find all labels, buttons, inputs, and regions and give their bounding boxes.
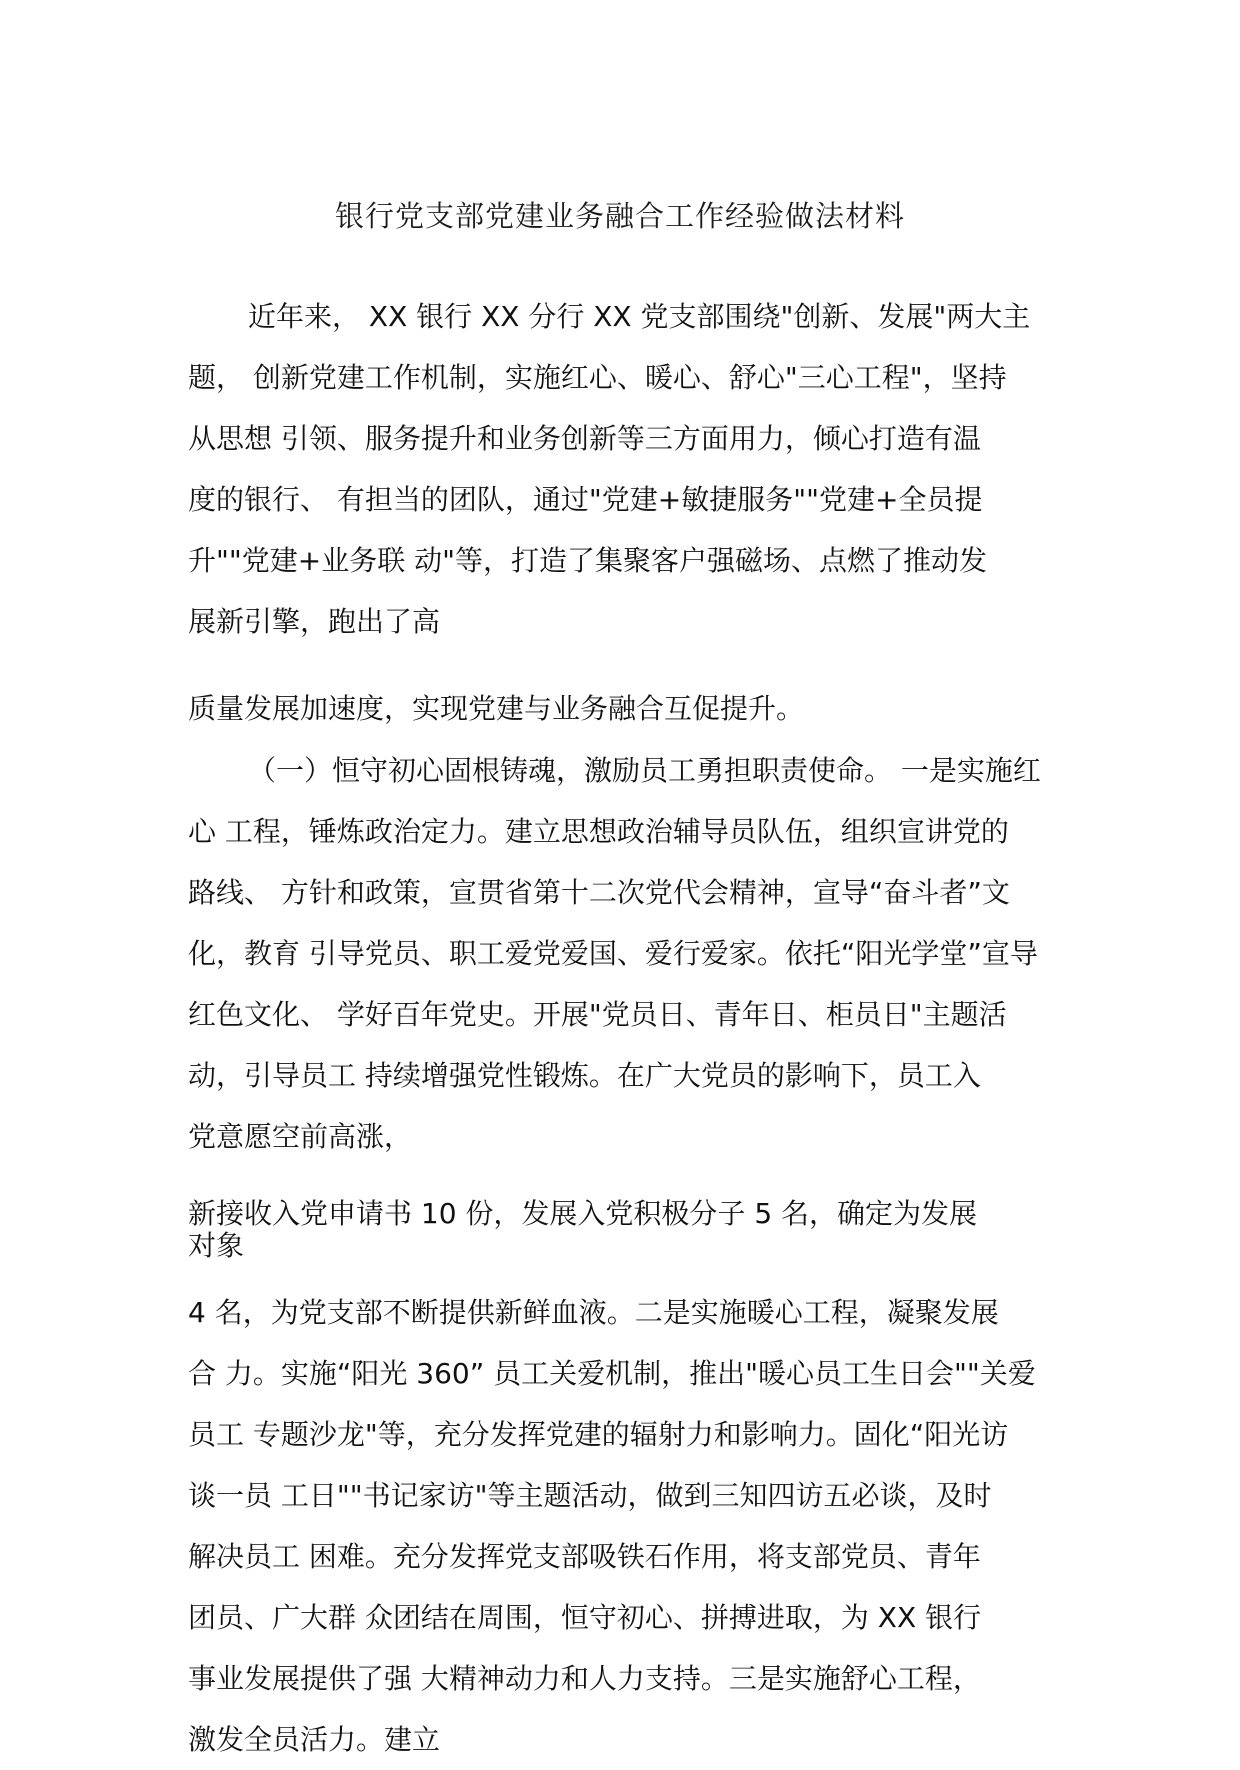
text-line: 题， 创新党建工作机制，实施红心、暖心、舒心"三心工程"，坚持 xyxy=(188,361,1007,394)
text-line: 展新引擎，跑出了高 xyxy=(188,605,441,638)
text-line: 红色文化、 学好百年党史。开展"党员日、青年日、柜员日"主题活 xyxy=(188,998,1007,1031)
paragraph-applications xyxy=(188,1198,1068,1262)
text-line: 激发全员活力。建立 xyxy=(188,1723,441,1756)
text-line: 动，引导员工 持续增强党性锻炼。在广大党员的影响下，员工入 xyxy=(188,1059,981,1092)
text-line: 升""党建+业务联 动"等，打造了集聚客户强磁场、点燃了推动发 xyxy=(188,544,988,577)
text-line: 员工 专题沙龙"等，充分发挥党建的辐射力和影响力。固化“阳光访 xyxy=(188,1418,1009,1451)
text-line: 路线、 方针和政策，宣贯省第十二次党代会精神，宣导“奋斗者”文 xyxy=(188,876,1010,909)
text-line: （一）恒守初心固根铸魂，激励员工勇担职责使命。 一是实施红 xyxy=(248,754,1041,787)
text-line: 合 力。实施“阳光 360” 员工关爱机制，推出"暖心员工生日会""关爱 xyxy=(188,1357,1036,1390)
text-line: 近年来， XX 银行 XX 分行 XX 党支部围绕"创新、发展"两大主 xyxy=(248,300,1031,333)
text-line: 从思想 引领、服务提升和业务创新等三方面用力，倾心打造有温 xyxy=(188,422,981,455)
document-title: 银行党支部党建业务融合工作经验做法材料 xyxy=(334,199,905,233)
text-line: 新接收入党申请书 10 份，发展入党积极分子 5 名，确定为发展 xyxy=(188,1197,978,1230)
text-line: 团员、广大群 众团结在周围，恒守初心、拼搏进取，为 XX 银行 xyxy=(188,1601,982,1634)
text-line: 对象 xyxy=(188,1229,245,1262)
paragraph-intro xyxy=(188,286,1068,652)
paragraph-section-one-continued xyxy=(188,1282,1068,1770)
text-line: 事业发展提供了强 大精神动力和人力支持。三是实施舒心工程， xyxy=(188,1662,981,1695)
text-line: 解决员工 困难。充分发挥党支部吸铁石作用，将支部党员、青年 xyxy=(188,1540,981,1573)
text-line: 谈一员 工日""书记家访"等主题活动，做到三知四访五必谈，及时 xyxy=(188,1479,992,1512)
paragraph-intro-continued xyxy=(188,678,1068,739)
paragraph-section-one xyxy=(188,740,1068,1167)
text-line: 4 名，为党支部不断提供新鲜血液。二是实施暖心工程，凝聚发展 xyxy=(188,1296,999,1329)
text-line: 化，教育 引导党员、职工爱党爱国、爱行爱家。依托“阳光学堂”宣导 xyxy=(188,937,1038,970)
text-line: 度的银行、 有担当的团队，通过"党建+敏捷服务""党建+全员提 xyxy=(188,483,983,516)
text-line: 心 工程，锤炼政治定力。建立思想政治辅导员队伍，组织宣讲党的 xyxy=(188,815,1009,848)
text-line: 党意愿空前高涨， xyxy=(188,1120,413,1153)
text-line: 质量发展加速度，实现党建与业务融合互促提升。 xyxy=(188,692,805,725)
